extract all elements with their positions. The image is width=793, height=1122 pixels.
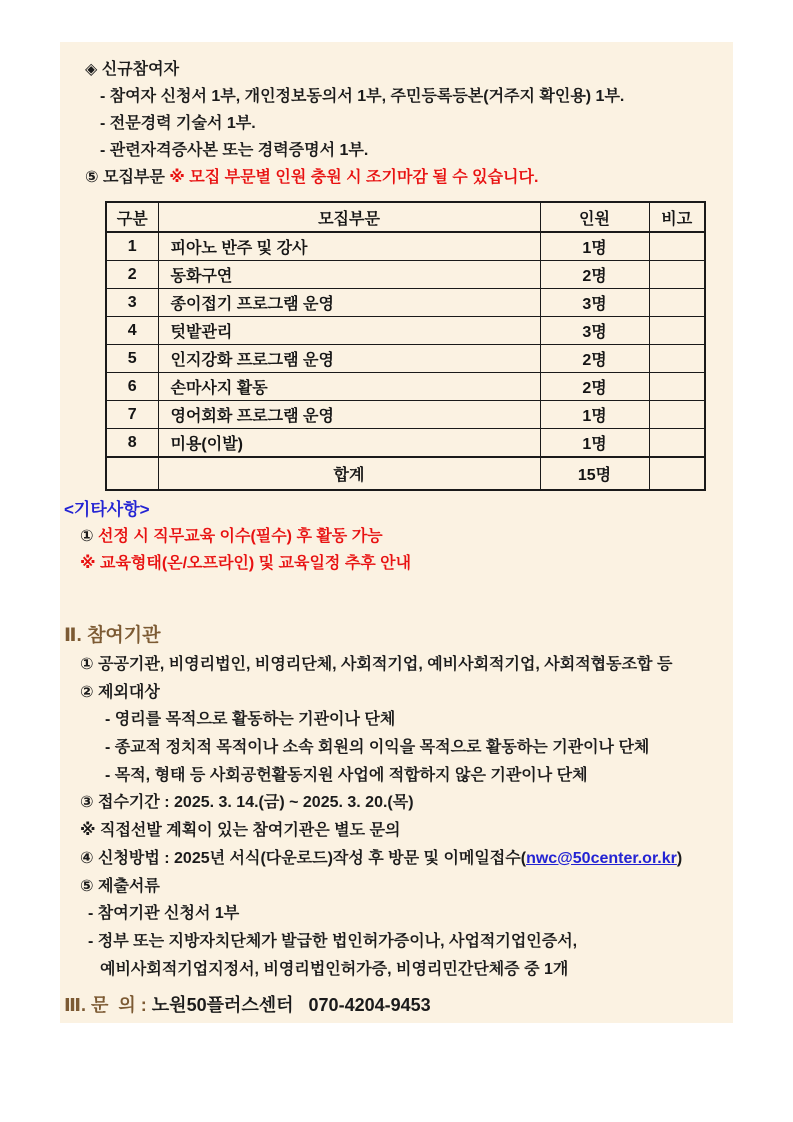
email-link[interactable]: nwc@50center.or.kr <box>526 849 677 867</box>
table-row <box>106 401 705 429</box>
table-cell: 미용(이발) <box>158 429 540 458</box>
new-participant-items <box>60 83 733 164</box>
table-cell <box>649 261 705 289</box>
new-participant-title: ◈ 신규참여자 <box>85 61 180 78</box>
participating-org-line: - 정부 또는 지방자치단체가 발급한 법인허가증이나, 사업적기업인증서, <box>88 932 578 950</box>
table-cell <box>649 401 705 429</box>
participating-org-line: - 목적, 형태 등 사회공헌활동지원 사업에 적합하지 않은 기관이나 단체 <box>105 766 588 784</box>
etc-note-1-number: ① <box>80 528 98 545</box>
participating-org-line: - 참여기관 신청서 1부 <box>88 905 240 923</box>
table-cell: 1명 <box>540 401 649 429</box>
table-header-cell: 비고 <box>649 202 705 232</box>
participating-org-line: - 영리를 목적으로 활동하는 기관이나 단체 <box>105 711 396 729</box>
table-cell: 2명 <box>540 261 649 289</box>
table-header-row <box>106 202 705 232</box>
table-total-cell <box>649 457 705 490</box>
table-cell: 4 <box>106 317 158 345</box>
table-cell: 5 <box>106 345 158 373</box>
participating-org-line <box>80 845 733 873</box>
recruit-section-line <box>85 164 733 191</box>
line-text: ④ 신청방법 : 2025년 서식(다운로드)작성 후 방문 및 이메일접수( <box>80 849 527 867</box>
table-total-cell: 15명 <box>540 457 649 490</box>
table-cell: 6 <box>106 373 158 401</box>
etc-notes-title: <기타사항> <box>64 500 150 519</box>
table-total-label-cell: 합계 <box>158 457 540 490</box>
table-cell <box>649 317 705 345</box>
participating-org-line: ③ 접수기간 : 2025. 3. 14.(금) ~ 2025. 3. 20.(목) <box>80 794 414 812</box>
table-cell <box>649 429 705 458</box>
table-cell: 동화구연 <box>158 261 540 289</box>
table-total-row <box>106 457 705 490</box>
table-total-cell <box>106 457 158 490</box>
participating-org-lines <box>60 651 733 983</box>
table-cell: 텃밭관리 <box>158 317 540 345</box>
participating-org-line: ① 공공기관, 비영리법인, 비영리단체, 사회적기업, 예비사회적기업, 사회적협동조합 등 <box>80 656 673 673</box>
line-text: ) <box>676 849 683 867</box>
table-cell: 1 <box>106 232 158 261</box>
inquiry-line <box>64 991 733 1019</box>
table-header-cell: 모집부문 <box>158 202 540 232</box>
inquiry-label: Ⅲ. 문 의 : <box>64 995 152 1016</box>
requirement-item: - 전문경력 기술서 1부. <box>100 115 256 132</box>
participating-org-line: 예비사회적기업지정서, 비영리법인허가증, 비영리민간단체증 중 1개 <box>100 960 569 978</box>
participating-org-line: ⑤ 제출서류 <box>80 877 160 895</box>
table-cell: 영어회화 프로그램 운영 <box>158 401 540 429</box>
table-cell: 8 <box>106 429 158 458</box>
table-cell: 2명 <box>540 373 649 401</box>
recruit-section-label: ⑤ 모집부문 <box>85 169 170 186</box>
table-cell: 피아노 반주 및 강사 <box>158 232 540 261</box>
participating-org-line: ※ 직접선발 계획이 있는 참여기관은 별도 문의 <box>80 822 401 840</box>
recruit-early-close-warning: ※ 모집 부문별 인원 충원 시 조기마감 될 수 있습니다. <box>169 169 539 186</box>
table-row <box>106 261 705 289</box>
table-cell: 2 <box>106 261 158 289</box>
table-header-cell: 인원 <box>540 202 649 232</box>
table-cell <box>649 373 705 401</box>
table-cell: 1명 <box>540 232 649 261</box>
table-row <box>106 317 705 345</box>
requirement-item: - 참여자 신청서 1부, 개인정보동의서 1부, 주민등록등본(거주지 확인용) 1부. <box>100 88 625 105</box>
participating-org-line: - 종교적 정치적 목적이나 소속 회원의 이익을 목적으로 활동하는 기관이나 단체 <box>105 739 650 757</box>
table-row <box>106 289 705 317</box>
table-row <box>106 429 705 458</box>
table-header-cell: 구분 <box>106 202 158 232</box>
content-panel <box>60 42 733 1023</box>
table-cell: 3명 <box>540 289 649 317</box>
table-cell: 인지강화 프로그램 운영 <box>158 345 540 373</box>
etc-note-2: ※ 교육형태(온/오프라인) 및 교육일정 추후 안내 <box>80 555 412 572</box>
participating-org-line: ② 제외대상 <box>80 683 160 701</box>
table-cell: 7 <box>106 401 158 429</box>
table-row <box>106 345 705 373</box>
table-cell: 종이접기 프로그램 운영 <box>158 289 540 317</box>
participating-org-section-title: Ⅱ. 참여기관 <box>64 625 161 646</box>
table-cell <box>649 232 705 261</box>
table-row <box>106 373 705 401</box>
table-cell: 1명 <box>540 429 649 458</box>
table-cell <box>649 345 705 373</box>
etc-note-1-text: 선정 시 직무교육 이수(필수) 후 활동 가능 <box>98 528 383 545</box>
table-cell <box>649 289 705 317</box>
table-cell: 3명 <box>540 317 649 345</box>
inquiry-contact: 노원50플러스센터 070-4204-9453 <box>151 995 431 1016</box>
recruitment-table <box>105 201 706 491</box>
table-cell: 손마사지 활동 <box>158 373 540 401</box>
requirement-item: - 관련자격증사본 또는 경력증명서 1부. <box>100 142 369 159</box>
table-cell: 3 <box>106 289 158 317</box>
etc-note-1 <box>80 523 733 550</box>
table-row <box>106 232 705 261</box>
table-cell: 2명 <box>540 345 649 373</box>
